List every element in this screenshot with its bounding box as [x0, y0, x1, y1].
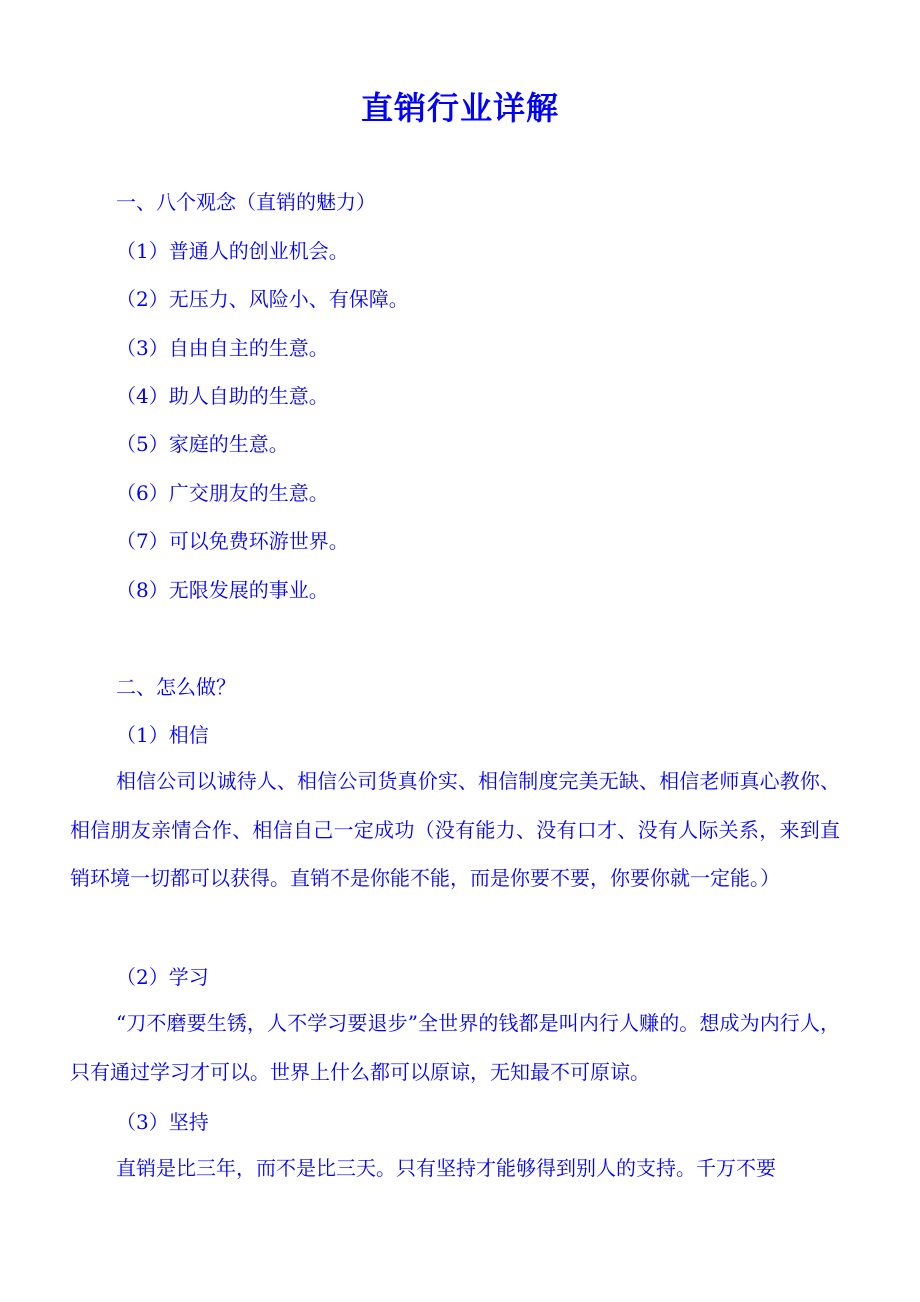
subsection-paragraph-persist: 直销是比三年，而不是比三天。只有坚持才能够得到别人的支持。千万不要 — [116, 1156, 776, 1180]
section1-item-4: （4）助人自助的生意。 — [116, 384, 329, 408]
section2-heading: 二、怎么做？ — [116, 675, 236, 699]
section1-item-3: （3）自由自主的生意。 — [116, 336, 329, 360]
section1-item-5: （5）家庭的生意。 — [116, 432, 289, 456]
section1-item-1: （1）普通人的创业机会。 — [116, 239, 349, 263]
subsection-heading-believe: （1）相信 — [116, 723, 209, 747]
section1-item-2: （2）无压力、风险小、有保障。 — [116, 287, 409, 311]
section1-item-8: （8）无限发展的事业。 — [116, 578, 329, 602]
document-title: 直销行业详解 — [360, 89, 559, 127]
subsection-heading-persist: （3）坚持 — [116, 1110, 209, 1134]
subsection-paragraph-believe: 相信公司以诚待人、相信公司货真价实、相信制度完美无缺、相信老师真心教你、相信朋友亲情合作、相信自己一定成功（没有能力、没有口才、没有人际关系，来到直销环境一切都可以获得。直销不是你能不能，而是你要不要，你要你就一定能。） — [70, 769, 840, 890]
section1-item-6: （6）广交朋友的生意。 — [116, 481, 329, 505]
section1-item-7: （7）可以免费环游世界。 — [116, 529, 349, 553]
subsection-paragraph-learn: “刀不磨要生锈，人不学习要退步”全世界的钱都是叫内行人赚的。想成为内行人，只有通过学习才可以。世界上什么都可以原谅，无知最不可原谅。 — [70, 1011, 840, 1084]
subsection-heading-learn: （2）学习 — [116, 965, 209, 989]
section1-heading: 一、八个观念（直销的魅力） — [116, 190, 376, 214]
